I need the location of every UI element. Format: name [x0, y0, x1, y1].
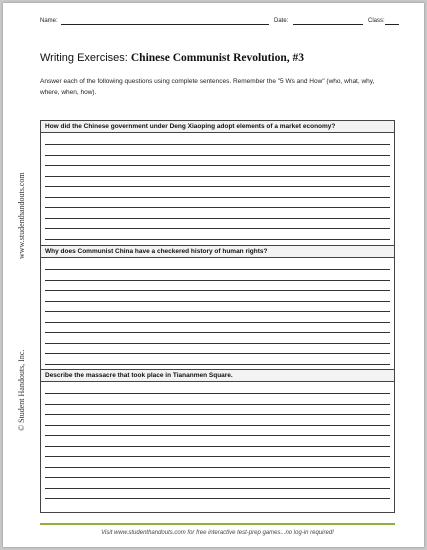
- answer-line: [45, 404, 390, 405]
- answer-line: [45, 353, 390, 354]
- date-line: [293, 24, 363, 25]
- question-1-text: How did the Chinese government under Deng Xiaoping adopt elements of a market economy?: [41, 121, 394, 133]
- answer-line: [45, 456, 390, 457]
- answer-line: [45, 425, 390, 426]
- question-box-2: [40, 245, 395, 371]
- answer-line: [45, 301, 390, 302]
- answer-line: [45, 165, 390, 166]
- worksheet-page: [3, 3, 424, 547]
- name-label: Name:: [40, 18, 58, 24]
- title-prefix: Writing Exercises:: [40, 52, 131, 64]
- answer-line: [45, 290, 390, 291]
- answer-line: [45, 207, 390, 208]
- answer-line: [45, 446, 390, 447]
- footer-divider: [40, 523, 395, 525]
- answer-line: [45, 144, 390, 145]
- answer-line: [45, 322, 390, 323]
- answer-line: [45, 498, 390, 499]
- answer-line: [45, 343, 390, 344]
- answer-line: [45, 197, 390, 198]
- answer-line: [45, 332, 390, 333]
- question-3-text: Describe the massacre that took place in Tiananmen Square.: [41, 370, 394, 382]
- class-line: [385, 24, 399, 25]
- answer-line: [45, 269, 390, 270]
- page-title: [40, 52, 304, 64]
- answer-line: [45, 364, 390, 365]
- class-label: Class:: [368, 18, 385, 24]
- answer-line: [45, 280, 390, 281]
- answer-line: [45, 467, 390, 468]
- answer-line: [45, 435, 390, 436]
- instructions-text: Answer each of the following questions using complete sentences. Remember the "5 Ws and How" (who, what, why, where, when, how).: [40, 78, 375, 96]
- answer-line: [45, 477, 390, 478]
- answer-line: [45, 228, 390, 229]
- side-website-text: www.studenthandouts.com: [17, 172, 26, 259]
- answer-line: [45, 218, 390, 219]
- question-box-1: [40, 120, 395, 246]
- answer-line: [45, 488, 390, 489]
- answer-line: [45, 186, 390, 187]
- answer-line: [45, 155, 390, 156]
- name-line: [61, 24, 269, 25]
- question-2-text: Why does Communist China have a checkered history of human rights?: [41, 246, 394, 258]
- title-topic: Chinese Communist Revolution, #3: [130, 52, 305, 64]
- question-box-3: [40, 369, 395, 513]
- answer-line: [45, 239, 390, 240]
- answer-line: [45, 393, 390, 394]
- answer-line: [45, 176, 390, 177]
- side-copyright-text: © Student Handouts, Inc.: [17, 349, 26, 431]
- date-label: Date:: [274, 18, 289, 24]
- answer-line: [45, 311, 390, 312]
- footer-text: Visit www.studenthandouts.com for free interactive test-prep games...no log-in required!: [101, 530, 334, 536]
- answer-line: [45, 414, 390, 415]
